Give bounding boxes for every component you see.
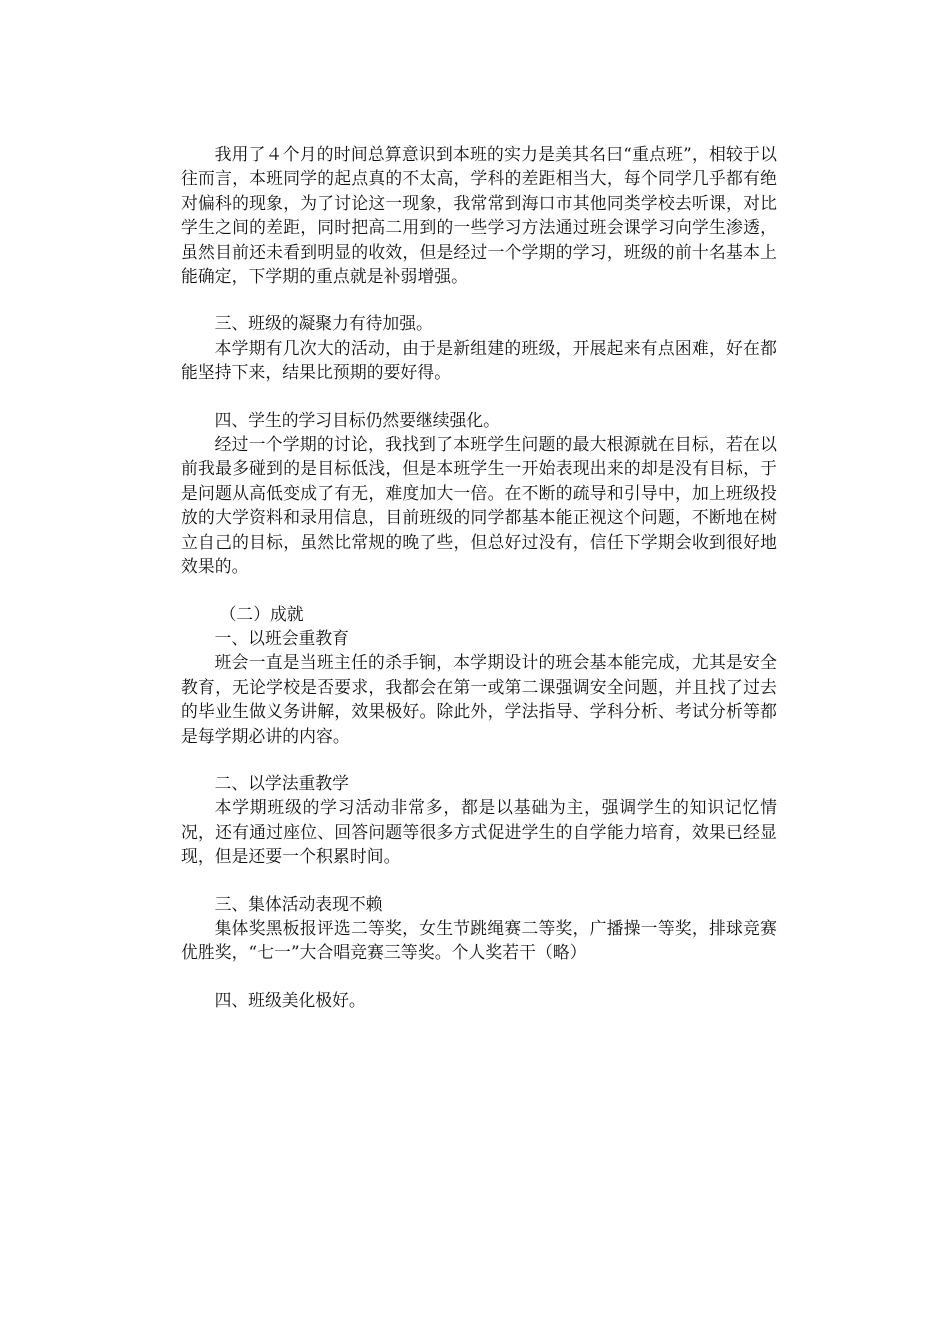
heading-cohesion: 三、班级的凝聚力有待加强。: [214, 313, 433, 334]
paragraph-class-strength: 我用了４个月的时间总算意识到本班的实力是美其名曰“重点班”，相较于以往而言，本班同学的起点真的不太高，学科的差距相当大，每个同学几乎都有绝对偏科的现象，为了讨论这一现象，我常常到海口市其他同类学校去听课，对比学生之间的差距，同时把高二用到的一些学习方法通过班会课学习向学生渗透，虽然目前还未看到明显的收效，但是经过一个学期的学习，班级的前十名基本上能确定，下学期的重点就是补弱增强。: [181, 144, 777, 287]
paragraph-activities: 本学期有几次大的活动，由于是新组建的班级，开展起来有点困难，好在都能坚持下来，结果比预期的要好得。: [181, 337, 777, 383]
heading-study-methods: 二、以学法重教学: [214, 772, 349, 793]
heading-learning-goals: 四、学生的学习目标仍然要继续强化。: [214, 409, 500, 430]
heading-group-activities: 三、集体活动表现不赖: [214, 893, 383, 914]
paragraph-goals-discussion: 经过一个学期的讨论，我找到了本班学生问题的最大根源就在目标，若在以前我最多碰到的是目标低浅，但是本班学生一开始表现出来的却是没有目标，于是问题从高低变成了有无，难度加大一倍。在不断的疏导和引导中，加上班级投放的大学资料和录用信息，目前班级的同学都基本能正视这个问题，不断地在树立自己的目标，虽然比常规的晚了些，但总好过没有，信任下学期会收到很好地效果的。: [181, 434, 777, 577]
heading-class-meeting-education: 一、以班会重教育: [214, 627, 349, 648]
paragraph-class-meeting: 班会一直是当班主任的杀手锏，本学期设计的班会基本能完成，尤其是安全教育，无论学校是否要求，我都会在第一或第二课强调安全问题，并且找了过去的毕业生做义务讲解，效果极好。除此外，学法指导、学科分析、考试分析等都是每学期必讲的内容。: [181, 652, 777, 746]
paragraph-awards: 集体奖黑板报评选二等奖，女生节跳绳赛二等奖，广播操一等奖，排球竞赛优胜奖，“七一”大合唱竞赛三等奖。个人奖若干（略）: [181, 917, 777, 963]
paragraph-study-activities: 本学期班级的学习活动非常多，都是以基础为主，强调学生的知识记忆情况，还有通过座位、回答问题等很多方式促进学生的自学能力培育，效果已经显现，但是还要一个积累时间。: [181, 797, 777, 867]
section-heading-achievements: （二）成就: [219, 603, 304, 624]
heading-class-beautification: 四、班级美化极好。: [214, 989, 366, 1010]
document-body: [181, 142, 777, 1012]
